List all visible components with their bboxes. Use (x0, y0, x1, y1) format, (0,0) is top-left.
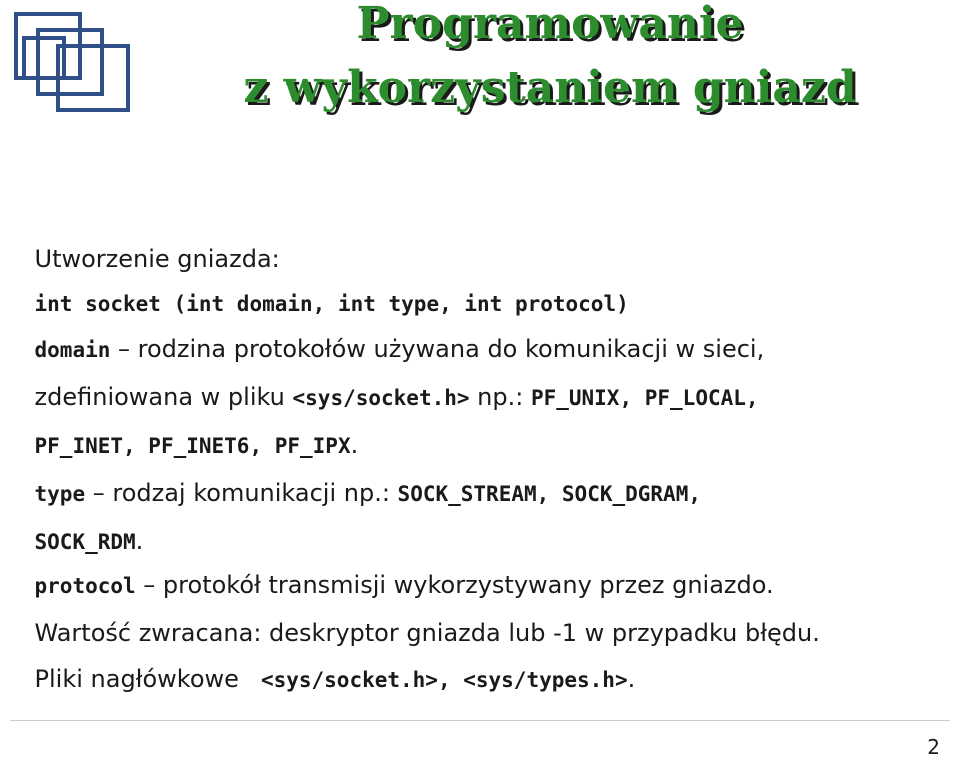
footer-divider (10, 720, 950, 721)
socket-header-ref: <sys/socket.h> (292, 386, 470, 410)
period: . (135, 527, 144, 555)
title-line-1: Programowanie (356, 0, 744, 49)
protocol-description: – protokół transmisji wykorzystywany przez gniazdo. (135, 571, 774, 599)
example-label: np.: (469, 383, 531, 411)
domain-values: PF_UNIX, PF_LOCAL, (530, 386, 759, 410)
intro-text: Utworzenie gniazda: (34, 245, 280, 273)
page-title (150, 0, 950, 118)
protocol-param: protocol (34, 574, 136, 598)
headers-line (4, 628, 635, 731)
return-value-text: Wartość zwracana: deskryptor gniazda lub -1 w przypadku błędu. (34, 619, 820, 647)
title-line-2: z wykorzystaniem gniazd (243, 62, 857, 113)
headers-label: Pliki nagłówkowe (34, 665, 239, 693)
overlapping-squares-logo (14, 12, 134, 114)
domain-description: – rodzina protokołów używana do komunikacji w sieci, (110, 335, 765, 363)
domain-param: domain (34, 338, 111, 362)
socket-signature: int socket (int domain, int type, int protocol) (34, 292, 629, 316)
domain-detail-text: zdefiniowana w pliku (34, 383, 293, 411)
page-number: 2 (927, 735, 940, 759)
type-values: SOCK_STREAM, SOCK_DGRAM, (397, 482, 701, 506)
period: . (350, 431, 359, 459)
type-description: – rodzaj komunikacji np.: (85, 479, 398, 507)
period: . (627, 665, 636, 693)
headers-list: <sys/socket.h>, <sys/types.h> (260, 668, 628, 692)
type-param: type (34, 482, 86, 506)
type-values-2: SOCK_RDM (34, 530, 136, 554)
domain-values-2: PF_INET, PF_INET6, PF_IPX (34, 434, 351, 458)
